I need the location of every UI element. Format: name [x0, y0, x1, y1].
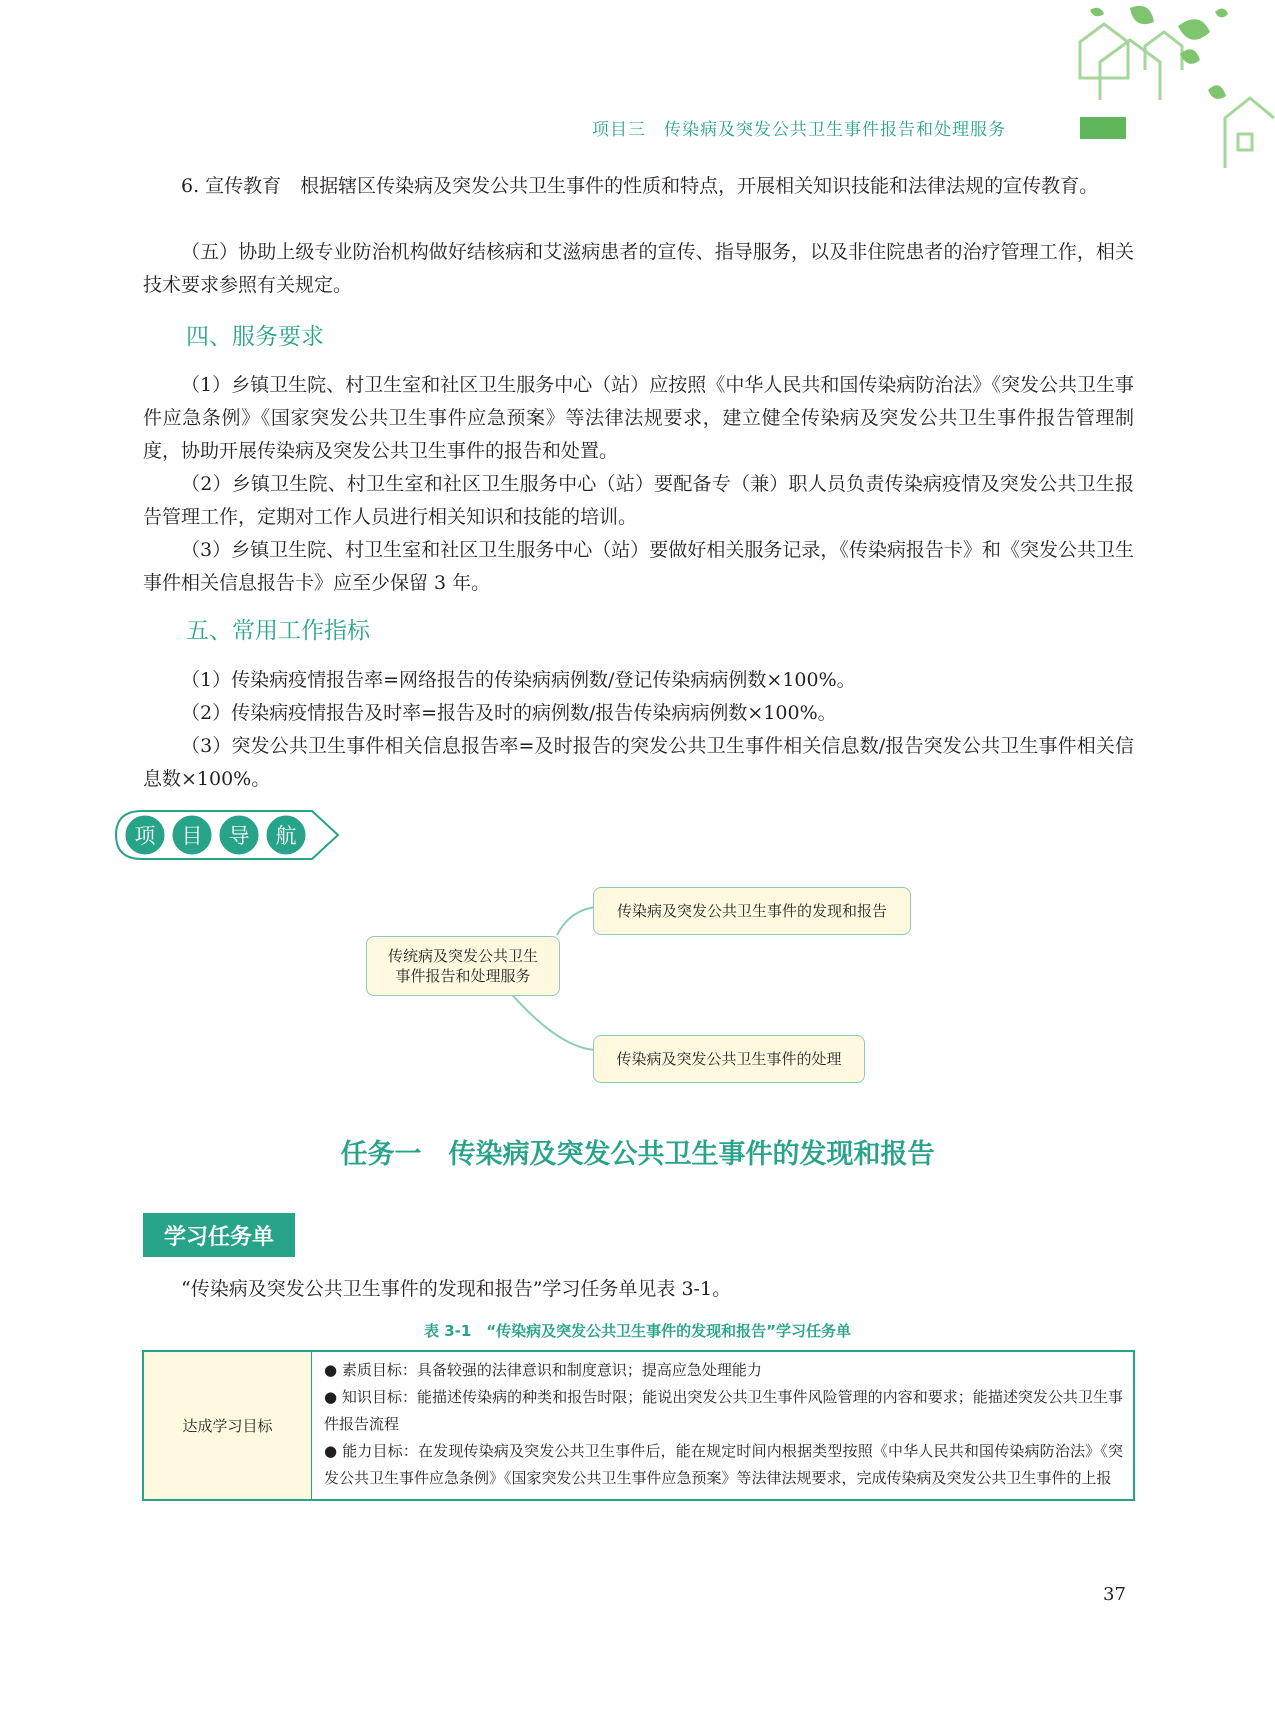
task-title: 任务一 传染病及突发公共卫生事件的发现和报告: [340, 1139, 935, 1170]
mindmap-branch-handling: 传染病及突发公共卫生事件的处理: [593, 1035, 865, 1083]
paragraph-indicator-2: （2）传染病疫情报告及时率=报告及时的病例数/报告传染病病例数×100%。: [181, 702, 837, 724]
table-row: [143, 1351, 1134, 1500]
goal-bullet-ability: ● 能力目标：在发现传染病及突发公共卫生事件后，能在规定时间内根据类型按照《中华人民共和国传染病防治法》《突发公共卫生事件应急条例》《国家突发公共卫生事件应急预案》等法律法规要求，完成传染病及突发公共卫生事件的上报: [324, 1442, 1123, 1487]
goal-bullet-quality-text: 素质目标：具备较强的法律意识和制度意识；提高应急处理能力: [341, 1361, 762, 1379]
table-row-header: 达成学习目标: [143, 1351, 312, 1500]
paragraph-requirement-1: （1）乡镇卫生院、村卫生室和社区卫生服务中心（站）应按照《中华人民共和国传染病防治法》《突发公共卫生事件应急条例》《国家突发公共卫生事件应急预案》等法律法规要求，建立健全传染病及突发公共卫生事件报告管理制度，协助开展传染病及突发公共卫生事件的报告和处置。: [143, 374, 1134, 462]
goal-bullet-ability-text: 能力目标：在发现传染病及突发公共卫生事件后，能在规定时间内根据类型按照《中华人民共和国传染病防治法》《突发公共卫生事件应急条例》《国家突发公共卫生事件应急预案》等法律法规要求，完成传染病及突发公共卫生事件的上报: [324, 1442, 1123, 1487]
paragraph-assist: （五）协助上级专业防治机构做好结核病和艾滋病患者的宣传、指导服务，以及非住院患者的治疗管理工作，相关技术要求参照有关规定。: [143, 241, 1134, 296]
mindmap-branch-discovery-report: 传染病及突发公共卫生事件的发现和报告: [593, 887, 911, 935]
mindmap-root: [366, 936, 560, 996]
paragraph-requirement-2: （2）乡镇卫生院、村卫生室和社区卫生服务中心（站）要配备专（兼）职人员负责传染病疫情及突发公共卫生报告管理工作，定期对工作人员进行相关知识和技能的培训。: [143, 473, 1134, 528]
task-intro: “传染病及突发公共卫生事件的发现和报告”学习任务单见表 3-1。: [181, 1278, 732, 1300]
section-heading-service-requirements: 四、服务要求: [186, 324, 324, 350]
paragraph-indicator-1: （1）传染病疫情报告率=网络报告的传染病病例数/登记传染病病例数×100%。: [181, 669, 856, 691]
table-goal-cell: [312, 1351, 1135, 1500]
mindmap-root-line-1: 传统病及突发公共卫生: [387, 947, 538, 965]
goal-bullet-knowledge: ● 知识目标：能描述传染病的种类和报告时限；能说出突发公共卫生事件风险管理的内容和要求；能描述突发公共卫生事件报告流程: [324, 1388, 1123, 1433]
nav-char-3: 导: [228, 824, 250, 848]
paragraph-indicator-3: （3）突发公共卫生事件相关信息报告率=及时报告的突发公共卫生事件相关信息数/报告突发公共卫生事件相关信息数×100%。: [143, 735, 1134, 790]
table-caption: 表 3-1 “传染病及突发公共卫生事件的发现和报告”学习任务单: [423, 1322, 852, 1340]
study-task-label: 学习任务单: [143, 1213, 295, 1257]
paragraph-requirement-3: （3）乡镇卫生院、村卫生室和社区卫生服务中心（站）要做好相关服务记录，《传染病报告卡》和《突发公共卫生事件相关信息报告卡》应至少保留 3 年。: [143, 539, 1134, 594]
running-header: 项目三 传染病及突发公共卫生事件报告和处理服务: [592, 120, 1006, 140]
goal-bullet-knowledge-text: 知识目标：能描述传染病的种类和报告时限；能说出突发公共卫生事件风险管理的内容和要求；能描述突发公共卫生事件报告流程: [324, 1388, 1123, 1433]
paragraph-publicity: 6. 宣传教育 根据辖区传染病及突发公共卫生事件的性质和特点，开展相关知识技能和法律法规的宣传教育。: [181, 175, 1099, 197]
mindmap-root-line-2: 事件报告和处理服务: [395, 967, 531, 985]
page-number: 37: [1103, 1584, 1126, 1605]
section-heading-work-indicators: 五、常用工作指标: [186, 618, 370, 644]
learning-goal-table: [142, 1350, 1135, 1501]
nav-char-2: 目: [181, 824, 203, 848]
nav-char-1: 项: [134, 824, 156, 848]
nav-char-4: 航: [275, 824, 297, 848]
goal-bullet-quality: ● 素质目标：具备较强的法律意识和制度意识；提高应急处理能力: [324, 1361, 762, 1379]
